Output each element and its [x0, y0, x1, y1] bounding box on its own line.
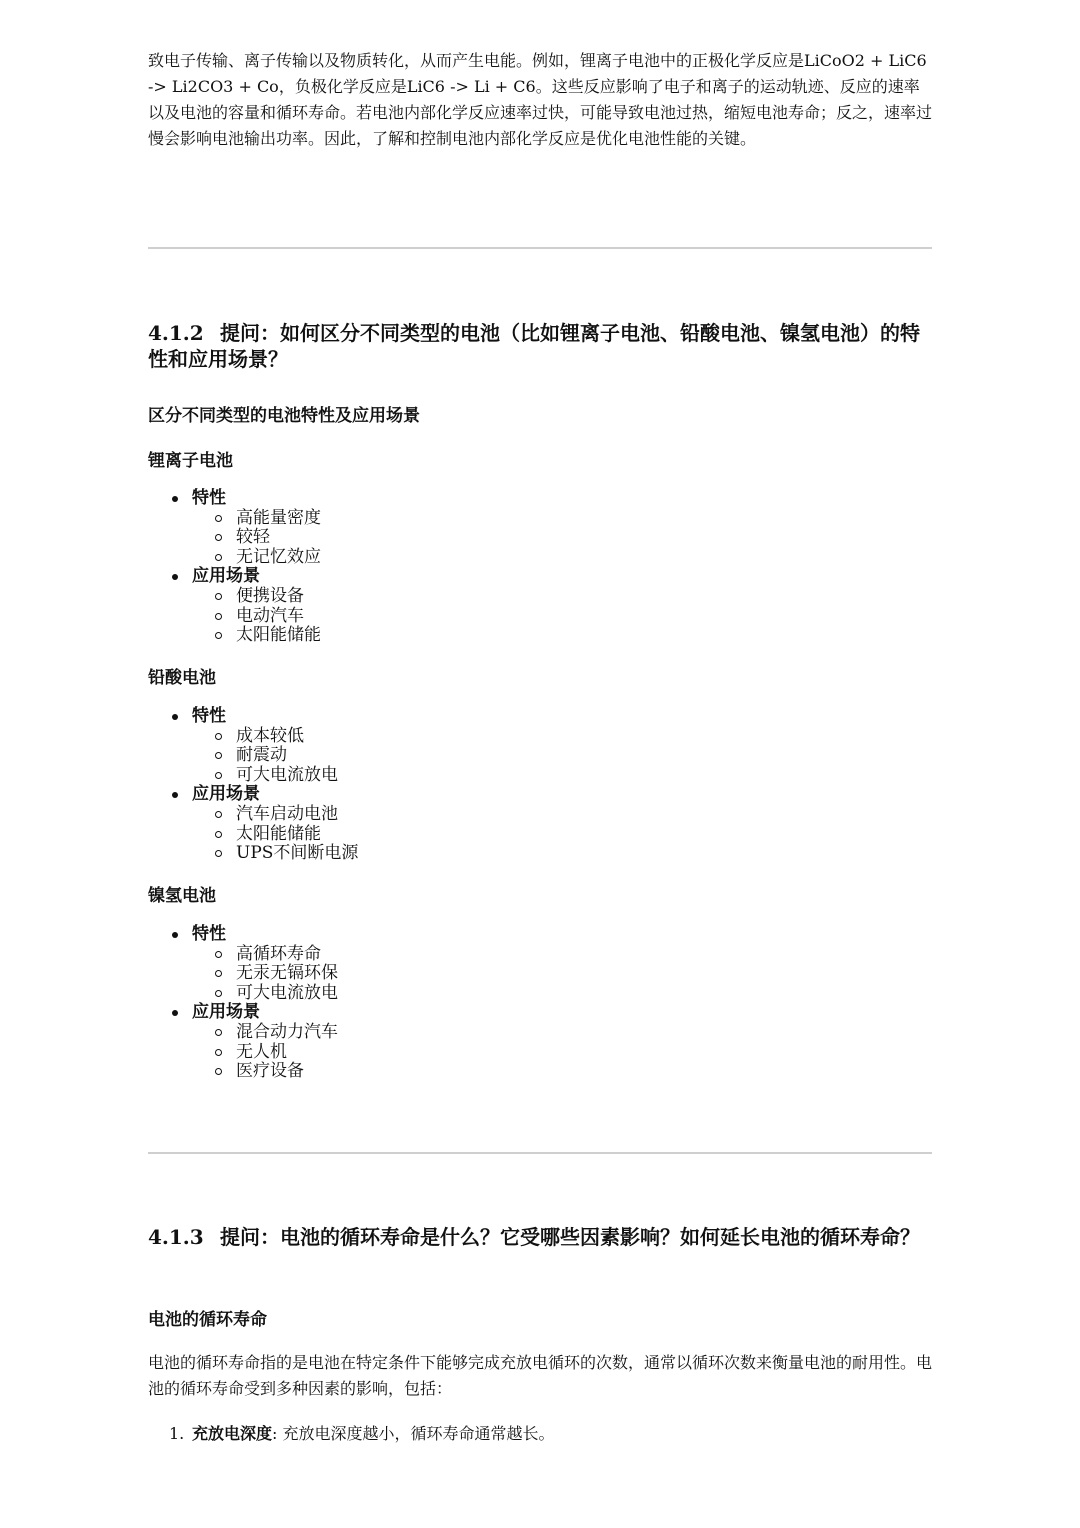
group-label: 应用场景	[192, 566, 260, 587]
list-item: 电动汽车	[192, 607, 321, 627]
factor-term: 充放电深度	[192, 1424, 273, 1443]
section-title: 提问：电池的循环寿命是什么？它受哪些因素影响？如何延长电池的循环寿命？	[220, 1225, 920, 1249]
list-item: 太阳能储能	[192, 825, 358, 845]
battery-title-li-ion: 锂离子电池	[148, 451, 233, 471]
list-item: 高循环寿命	[192, 945, 338, 965]
list-item	[148, 1003, 338, 1081]
item-number: 1.	[169, 1424, 185, 1443]
sub-list	[192, 805, 358, 864]
list-item	[148, 785, 358, 863]
section-subtitle: 区分不同类型的电池特性及应用场景	[148, 406, 420, 426]
battery-title-lead-acid: 铅酸电池	[148, 668, 216, 688]
cycle-life-paragraph: 电池的循环寿命指的是电池在特定条件下能够完成充放电循环的次数，通常以循环次数来衡量电池的耐用性。电池的循环寿命受到多种因素的影响，包括：	[148, 1353, 933, 1398]
section-subtitle: 电池的循环寿命	[148, 1310, 267, 1330]
sub-list	[192, 1023, 338, 1082]
list-item: 可大电流放电	[192, 766, 358, 786]
section-heading-4-1-2	[148, 320, 932, 372]
list-item	[148, 925, 338, 1003]
list-item: 较轻	[192, 528, 321, 548]
sub-list	[192, 509, 321, 568]
list-item	[148, 567, 321, 645]
sub-list	[192, 945, 338, 1004]
list-item: 无汞无镉环保	[192, 964, 338, 984]
section-divider	[148, 247, 932, 249]
list-item	[148, 707, 358, 785]
section-number: 4.1.3	[148, 1225, 204, 1249]
group-label: 特性	[192, 706, 226, 726]
factor-list	[148, 1423, 555, 1445]
group-label: 应用场景	[192, 784, 260, 805]
list-item: 高能量密度	[192, 509, 321, 529]
list-item: 汽车启动电池	[192, 805, 358, 825]
battery-list-li-ion	[148, 489, 321, 646]
list-item	[148, 489, 321, 567]
list-item: 混合动力汽车	[192, 1023, 338, 1043]
list-item: 耐震动	[192, 746, 358, 766]
list-item: UPS不间断电源	[192, 844, 358, 864]
section-divider	[148, 1152, 932, 1154]
list-item: 无人机	[192, 1043, 338, 1063]
group-label: 应用场景	[192, 1002, 260, 1023]
list-item: 医疗设备	[192, 1062, 338, 1082]
battery-list-nimh	[148, 925, 338, 1082]
factor-text: : 充放电深度越小，循环寿命通常越长。	[272, 1424, 555, 1443]
section-number: 4.1.2	[148, 321, 204, 345]
list-item: 成本较低	[192, 727, 358, 747]
list-item	[148, 1423, 555, 1445]
group-label: 特性	[192, 488, 226, 508]
list-item: 太阳能储能	[192, 626, 321, 646]
section-title: 提问：如何区分不同类型的电池（比如锂离子电池、铅酸电池、镍氢电池）的特性和应用场景？	[148, 321, 920, 371]
section-heading-4-1-3	[148, 1224, 932, 1250]
battery-title-nimh: 镍氢电池	[148, 886, 216, 906]
list-item: 可大电流放电	[192, 984, 338, 1004]
sub-list	[192, 587, 321, 646]
group-label: 特性	[192, 924, 226, 944]
sub-list	[192, 727, 358, 786]
battery-list-lead-acid	[148, 707, 358, 864]
list-item: 便携设备	[192, 587, 321, 607]
intro-paragraph: 致电子传输、离子传输以及物质转化，从而产生电能。例如，锂离子电池中的正极化学反应是LiCoO2 + LiC6 -> Li2CO3 + Co，负极化学反应是LiC6 -> Li + C6。这些反应影响了电子和离子的运动轨迹、反应的速率以及电池的容量和循环寿命。若电池内部化学反应速率过快，可能导致电池过热，缩短电池寿命；反之，速率过慢会影响电池输出功率。因此，了解和控制电池内部化学反应是优化电池性能的关键。	[148, 51, 933, 148]
list-item: 无记忆效应	[192, 548, 321, 568]
